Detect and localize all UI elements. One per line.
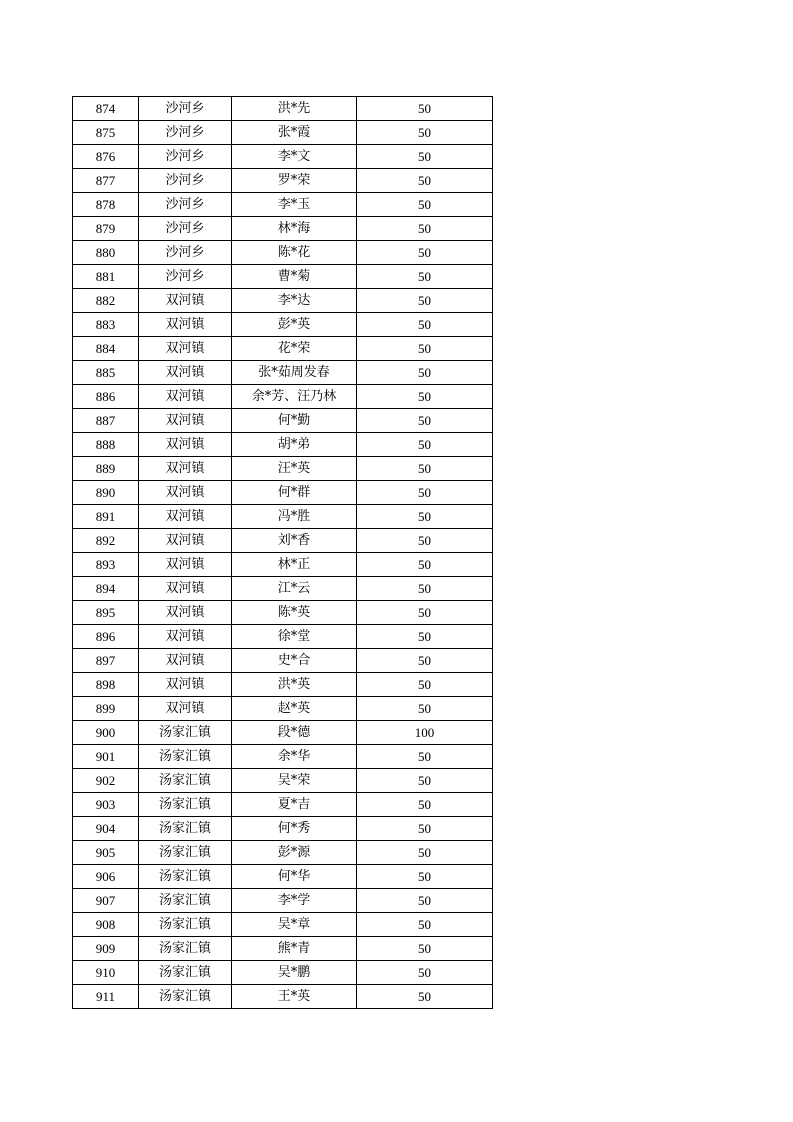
- township-cell: 汤家汇镇: [139, 961, 232, 985]
- township-cell: 双河镇: [139, 289, 232, 313]
- row-number-cell: 893: [73, 553, 139, 577]
- table-row: [73, 625, 493, 649]
- recipient-name-cell: 李*文: [232, 145, 357, 169]
- table-row: [73, 769, 493, 793]
- recipient-name-cell: 胡*弟: [232, 433, 357, 457]
- amount-cell: 50: [357, 841, 493, 865]
- table-row: [73, 505, 493, 529]
- row-number-cell: 904: [73, 817, 139, 841]
- amount-cell: 50: [357, 289, 493, 313]
- row-number-cell: 892: [73, 529, 139, 553]
- row-number-cell: 876: [73, 145, 139, 169]
- table-row: [73, 457, 493, 481]
- table-row: [73, 793, 493, 817]
- row-number-cell: 898: [73, 673, 139, 697]
- amount-cell: 50: [357, 913, 493, 937]
- recipient-name-cell: 李*玉: [232, 193, 357, 217]
- recipient-name-cell: 张*茹周发春: [232, 361, 357, 385]
- table-row: [73, 865, 493, 889]
- table-row: [73, 193, 493, 217]
- table-row: [73, 889, 493, 913]
- table-row: [73, 409, 493, 433]
- recipient-name-cell: 熊*青: [232, 937, 357, 961]
- table-row: [73, 361, 493, 385]
- row-number-cell: 896: [73, 625, 139, 649]
- table-row: [73, 577, 493, 601]
- amount-cell: 50: [357, 385, 493, 409]
- amount-cell: 50: [357, 121, 493, 145]
- township-cell: 汤家汇镇: [139, 865, 232, 889]
- township-cell: 汤家汇镇: [139, 913, 232, 937]
- township-cell: 汤家汇镇: [139, 769, 232, 793]
- amount-cell: 50: [357, 97, 493, 121]
- table-row: [73, 385, 493, 409]
- amount-cell: 50: [357, 625, 493, 649]
- recipient-name-cell: 陈*花: [232, 241, 357, 265]
- amount-cell: 50: [357, 745, 493, 769]
- recipient-name-cell: 吴*荣: [232, 769, 357, 793]
- township-cell: 双河镇: [139, 601, 232, 625]
- township-cell: 双河镇: [139, 409, 232, 433]
- township-cell: 双河镇: [139, 385, 232, 409]
- township-cell: 汤家汇镇: [139, 793, 232, 817]
- amount-cell: 50: [357, 673, 493, 697]
- row-number-cell: 895: [73, 601, 139, 625]
- row-number-cell: 905: [73, 841, 139, 865]
- table-row: [73, 289, 493, 313]
- recipient-name-cell: 曹*菊: [232, 265, 357, 289]
- recipient-name-cell: 何*勤: [232, 409, 357, 433]
- row-number-cell: 908: [73, 913, 139, 937]
- recipient-name-cell: 何*华: [232, 865, 357, 889]
- township-cell: 双河镇: [139, 673, 232, 697]
- amount-cell: 50: [357, 937, 493, 961]
- table-row: [73, 97, 493, 121]
- recipient-name-cell: 夏*吉: [232, 793, 357, 817]
- amount-cell: 50: [357, 217, 493, 241]
- amount-cell: 50: [357, 241, 493, 265]
- table-row: [73, 313, 493, 337]
- table-row: [73, 961, 493, 985]
- township-cell: 汤家汇镇: [139, 721, 232, 745]
- row-number-cell: 897: [73, 649, 139, 673]
- table-row: [73, 265, 493, 289]
- table-row: [73, 529, 493, 553]
- table-row: [73, 745, 493, 769]
- amount-cell: 50: [357, 961, 493, 985]
- row-number-cell: 909: [73, 937, 139, 961]
- amount-cell: 50: [357, 529, 493, 553]
- township-cell: 双河镇: [139, 649, 232, 673]
- row-number-cell: 894: [73, 577, 139, 601]
- row-number-cell: 886: [73, 385, 139, 409]
- recipient-name-cell: 汪*英: [232, 457, 357, 481]
- amount-cell: 50: [357, 361, 493, 385]
- amount-cell: 50: [357, 505, 493, 529]
- row-number-cell: 889: [73, 457, 139, 481]
- township-cell: 双河镇: [139, 457, 232, 481]
- amount-cell: 50: [357, 145, 493, 169]
- township-cell: 双河镇: [139, 505, 232, 529]
- recipient-name-cell: 花*荣: [232, 337, 357, 361]
- recipient-name-cell: 何*群: [232, 481, 357, 505]
- recipient-name-cell: 吴*章: [232, 913, 357, 937]
- row-number-cell: 901: [73, 745, 139, 769]
- township-cell: 沙河乡: [139, 241, 232, 265]
- amount-cell: 50: [357, 889, 493, 913]
- amount-cell: 50: [357, 793, 493, 817]
- township-cell: 沙河乡: [139, 97, 232, 121]
- recipient-name-cell: 段*德: [232, 721, 357, 745]
- row-number-cell: 877: [73, 169, 139, 193]
- row-number-cell: 879: [73, 217, 139, 241]
- recipient-name-cell: 赵*英: [232, 697, 357, 721]
- amount-cell: 50: [357, 553, 493, 577]
- row-number-cell: 888: [73, 433, 139, 457]
- recipient-name-cell: 吴*鹏: [232, 961, 357, 985]
- table-row: [73, 241, 493, 265]
- amount-cell: 50: [357, 265, 493, 289]
- recipient-table: [72, 96, 493, 1009]
- recipient-name-cell: 冯*胜: [232, 505, 357, 529]
- amount-cell: 50: [357, 193, 493, 217]
- recipient-name-cell: 彭*英: [232, 313, 357, 337]
- table-row: [73, 697, 493, 721]
- amount-cell: 50: [357, 409, 493, 433]
- recipient-name-cell: 何*秀: [232, 817, 357, 841]
- recipient-table-body: [73, 97, 493, 1009]
- row-number-cell: 874: [73, 97, 139, 121]
- recipient-name-cell: 洪*先: [232, 97, 357, 121]
- amount-cell: 50: [357, 457, 493, 481]
- recipient-name-cell: 陈*英: [232, 601, 357, 625]
- row-number-cell: 878: [73, 193, 139, 217]
- township-cell: 沙河乡: [139, 265, 232, 289]
- row-number-cell: 911: [73, 985, 139, 1009]
- table-row: [73, 649, 493, 673]
- table-row: [73, 169, 493, 193]
- row-number-cell: 875: [73, 121, 139, 145]
- table-row: [73, 937, 493, 961]
- township-cell: 汤家汇镇: [139, 841, 232, 865]
- table-row: [73, 121, 493, 145]
- table-row: [73, 145, 493, 169]
- row-number-cell: 881: [73, 265, 139, 289]
- recipient-name-cell: 徐*堂: [232, 625, 357, 649]
- amount-cell: 50: [357, 649, 493, 673]
- township-cell: 汤家汇镇: [139, 985, 232, 1009]
- township-cell: 双河镇: [139, 625, 232, 649]
- recipient-name-cell: 洪*英: [232, 673, 357, 697]
- township-cell: 双河镇: [139, 697, 232, 721]
- recipient-name-cell: 林*正: [232, 553, 357, 577]
- row-number-cell: 887: [73, 409, 139, 433]
- township-cell: 双河镇: [139, 481, 232, 505]
- township-cell: 沙河乡: [139, 169, 232, 193]
- table-row: [73, 913, 493, 937]
- township-cell: 双河镇: [139, 361, 232, 385]
- table-row: [73, 217, 493, 241]
- table-row: [73, 673, 493, 697]
- recipient-name-cell: 刘*香: [232, 529, 357, 553]
- row-number-cell: 891: [73, 505, 139, 529]
- table-row: [73, 817, 493, 841]
- row-number-cell: 885: [73, 361, 139, 385]
- table-row: [73, 337, 493, 361]
- township-cell: 汤家汇镇: [139, 937, 232, 961]
- amount-cell: 50: [357, 985, 493, 1009]
- row-number-cell: 883: [73, 313, 139, 337]
- row-number-cell: 890: [73, 481, 139, 505]
- township-cell: 汤家汇镇: [139, 889, 232, 913]
- township-cell: 沙河乡: [139, 193, 232, 217]
- township-cell: 双河镇: [139, 313, 232, 337]
- township-cell: 双河镇: [139, 553, 232, 577]
- recipient-name-cell: 余*华: [232, 745, 357, 769]
- recipient-name-cell: 余*芳、汪乃林: [232, 385, 357, 409]
- row-number-cell: 899: [73, 697, 139, 721]
- township-cell: 双河镇: [139, 337, 232, 361]
- recipient-name-cell: 彭*源: [232, 841, 357, 865]
- township-cell: 双河镇: [139, 433, 232, 457]
- amount-cell: 50: [357, 697, 493, 721]
- table-row: [73, 481, 493, 505]
- row-number-cell: 907: [73, 889, 139, 913]
- table-row: [73, 553, 493, 577]
- row-number-cell: 900: [73, 721, 139, 745]
- table-row: [73, 601, 493, 625]
- amount-cell: 50: [357, 337, 493, 361]
- township-cell: 双河镇: [139, 529, 232, 553]
- amount-cell: 50: [357, 817, 493, 841]
- row-number-cell: 884: [73, 337, 139, 361]
- amount-cell: 50: [357, 601, 493, 625]
- township-cell: 沙河乡: [139, 145, 232, 169]
- recipient-name-cell: 张*霞: [232, 121, 357, 145]
- amount-cell: 50: [357, 865, 493, 889]
- row-number-cell: 880: [73, 241, 139, 265]
- row-number-cell: 906: [73, 865, 139, 889]
- table-row: [73, 985, 493, 1009]
- amount-cell: 50: [357, 769, 493, 793]
- row-number-cell: 902: [73, 769, 139, 793]
- row-number-cell: 882: [73, 289, 139, 313]
- amount-cell: 50: [357, 481, 493, 505]
- recipient-name-cell: 史*合: [232, 649, 357, 673]
- recipient-name-cell: 江*云: [232, 577, 357, 601]
- amount-cell: 100: [357, 721, 493, 745]
- recipient-name-cell: 李*达: [232, 289, 357, 313]
- township-cell: 汤家汇镇: [139, 817, 232, 841]
- table-row: [73, 721, 493, 745]
- amount-cell: 50: [357, 577, 493, 601]
- table-row: [73, 841, 493, 865]
- amount-cell: 50: [357, 313, 493, 337]
- table-row: [73, 433, 493, 457]
- recipient-name-cell: 李*学: [232, 889, 357, 913]
- amount-cell: 50: [357, 169, 493, 193]
- recipient-name-cell: 王*英: [232, 985, 357, 1009]
- row-number-cell: 910: [73, 961, 139, 985]
- township-cell: 沙河乡: [139, 217, 232, 241]
- recipient-name-cell: 罗*荣: [232, 169, 357, 193]
- township-cell: 汤家汇镇: [139, 745, 232, 769]
- row-number-cell: 903: [73, 793, 139, 817]
- township-cell: 双河镇: [139, 577, 232, 601]
- amount-cell: 50: [357, 433, 493, 457]
- recipient-name-cell: 林*海: [232, 217, 357, 241]
- township-cell: 沙河乡: [139, 121, 232, 145]
